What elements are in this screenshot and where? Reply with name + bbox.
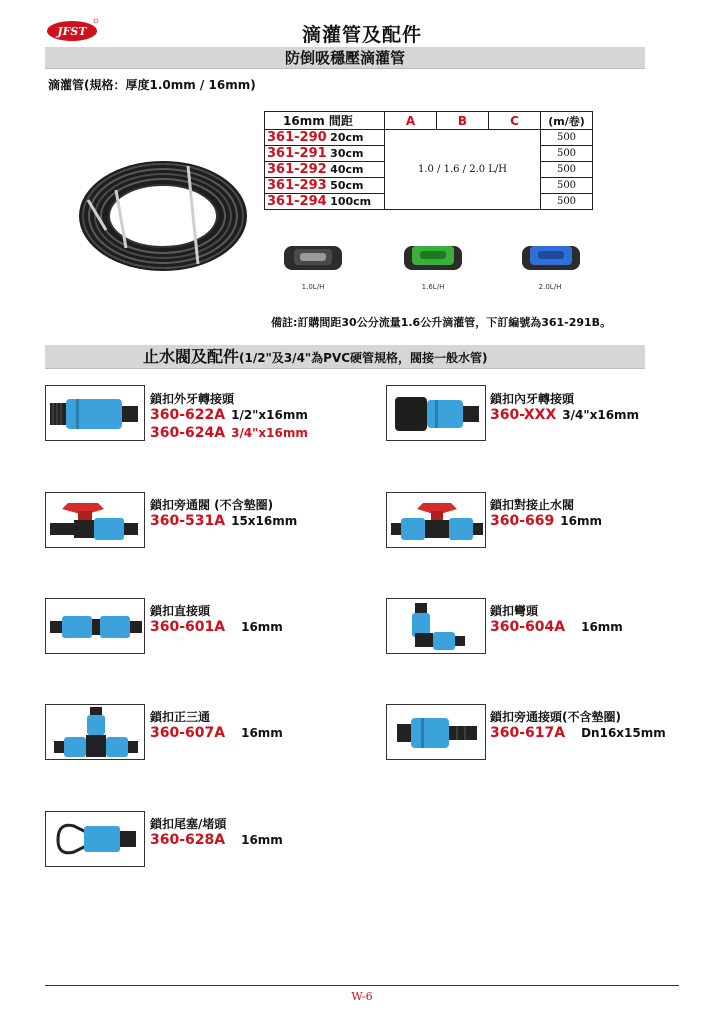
product-name: 鎖扣外牙轉接頭	[150, 392, 235, 406]
product-code-line	[150, 513, 297, 529]
page-title: 滴灌管及配件	[301, 24, 422, 46]
product-code: 360-607A	[150, 725, 226, 741]
female-adapter-image	[387, 386, 487, 442]
table-head-unit: (m/卷)	[541, 112, 593, 130]
table-header-row	[265, 112, 593, 130]
row-code: 361-294	[267, 194, 327, 209]
product-code: 360-622A	[150, 407, 226, 423]
row-qty: 500	[541, 162, 593, 178]
product-size: 16mm	[241, 620, 283, 634]
product-size: 16mm	[241, 726, 283, 740]
product-code: 360-624A	[150, 425, 226, 441]
end-plug-image	[46, 812, 146, 868]
band-title: 止水閥及配件	[143, 347, 240, 366]
shutoff-valve-image	[387, 493, 487, 549]
product-code-line	[150, 725, 283, 741]
male-adapter-image	[46, 386, 146, 442]
product-code-line	[490, 619, 623, 635]
row-qty: 500	[541, 194, 593, 210]
product-name: 鎖扣直接頭	[150, 604, 211, 618]
row-code: 361-293	[267, 178, 327, 193]
product-image-box	[45, 385, 145, 441]
table-head-a: A	[385, 112, 437, 130]
emitter-label: 2.0L/H	[538, 283, 562, 291]
product-name: 鎖扣內牙轉接頭	[490, 392, 575, 406]
section-band-valves	[45, 345, 645, 369]
product-image-box	[45, 811, 145, 867]
product-code: 360-617A	[490, 725, 566, 741]
product-code-line	[150, 425, 308, 441]
product-size: 16mm	[241, 833, 283, 847]
straight-connector-image	[46, 599, 146, 655]
product-image-box	[386, 492, 486, 548]
product-code: 360-531A	[150, 513, 226, 529]
row-spacing: 20cm	[330, 131, 364, 144]
product-image-box	[45, 492, 145, 548]
page-number: W-6	[351, 990, 373, 1003]
product-name: 鎖扣正三通	[150, 710, 211, 724]
emitter-green-image	[402, 240, 464, 276]
product-code: 360-601A	[150, 619, 226, 635]
row-spacing: 30cm	[330, 147, 364, 160]
product-code: 360-604A	[490, 619, 566, 635]
row-qty: 500	[541, 130, 593, 146]
row-spacing: 50cm	[330, 179, 364, 192]
product-image-box	[386, 598, 486, 654]
product-code: 360-XXX	[490, 407, 557, 423]
product-code: 360-669	[490, 513, 555, 529]
product-size: 3/4"x16mm	[562, 408, 640, 422]
flow-rates: 1.0 / 1.6 / 2.0 L/H	[385, 130, 541, 210]
row-code: 361-291	[267, 146, 327, 161]
dripline-spec-table	[264, 111, 593, 210]
product-code-line	[150, 619, 283, 635]
row-spacing: 40cm	[330, 163, 364, 176]
product-image-box	[45, 598, 145, 654]
bypass-valve-image	[46, 493, 146, 549]
order-note: 備註:訂購間距30公分流量1.6公升滴灌管，下訂編號為361-291B。	[271, 316, 612, 329]
product-name: 鎖扣對接止水閥	[490, 498, 575, 512]
product-code-line	[490, 725, 666, 741]
table-row	[265, 130, 593, 146]
row-code: 361-292	[267, 162, 327, 177]
table-head-c: C	[489, 112, 541, 130]
product-name: 鎖扣旁通閥 (不含墊圈)	[150, 498, 274, 512]
product-size: 16mm	[560, 514, 602, 528]
tee-connector-image	[46, 705, 146, 761]
product-code-line	[150, 832, 283, 848]
product-image-box	[45, 704, 145, 760]
dripline-spec: 滴灌管(規格：厚度1.0mm / 16mm)	[48, 78, 256, 92]
logo-text: JFST	[57, 25, 87, 38]
table-head-b: B	[437, 112, 489, 130]
bypass-connector-image	[387, 705, 487, 761]
drip-tube-coil-image	[78, 160, 248, 272]
product-code-line	[490, 407, 639, 423]
row-spacing: 100cm	[330, 195, 372, 208]
product-code: 360-628A	[150, 832, 226, 848]
emitter-gray-image	[282, 240, 344, 276]
product-image-box	[386, 385, 486, 441]
emitter-label: 1.0L/H	[301, 283, 325, 291]
product-size: 3/4"x16mm	[231, 426, 308, 440]
product-image-box	[386, 704, 486, 760]
emitter-blue-image	[520, 240, 582, 276]
product-code-line	[150, 407, 308, 423]
emitter-label: 1.6L/H	[421, 283, 445, 291]
row-qty: 500	[541, 178, 593, 194]
table-head-main: 16mm 間距	[265, 112, 385, 130]
product-name: 鎖扣旁通接頭(不含墊圈)	[490, 710, 621, 724]
product-name: 鎖扣彎頭	[490, 604, 539, 618]
product-code-line	[490, 513, 602, 529]
elbow-connector-image	[387, 599, 487, 655]
footer-divider	[45, 985, 679, 986]
product-size: 16mm	[581, 620, 623, 634]
product-name: 鎖扣尾塞/堵頭	[150, 817, 227, 831]
band-subtitle: (1/2"及3/4"為PVC硬管規格，閥接一般水管)	[239, 351, 488, 365]
product-size: Dn16x15mm	[581, 726, 666, 740]
product-size: 15x16mm	[231, 514, 298, 528]
section-band-dripline: 防倒吸穩壓滴灌管	[45, 47, 645, 69]
row-qty: 500	[541, 146, 593, 162]
row-code: 361-290	[267, 130, 327, 145]
product-size: 1/2"x16mm	[231, 408, 308, 422]
